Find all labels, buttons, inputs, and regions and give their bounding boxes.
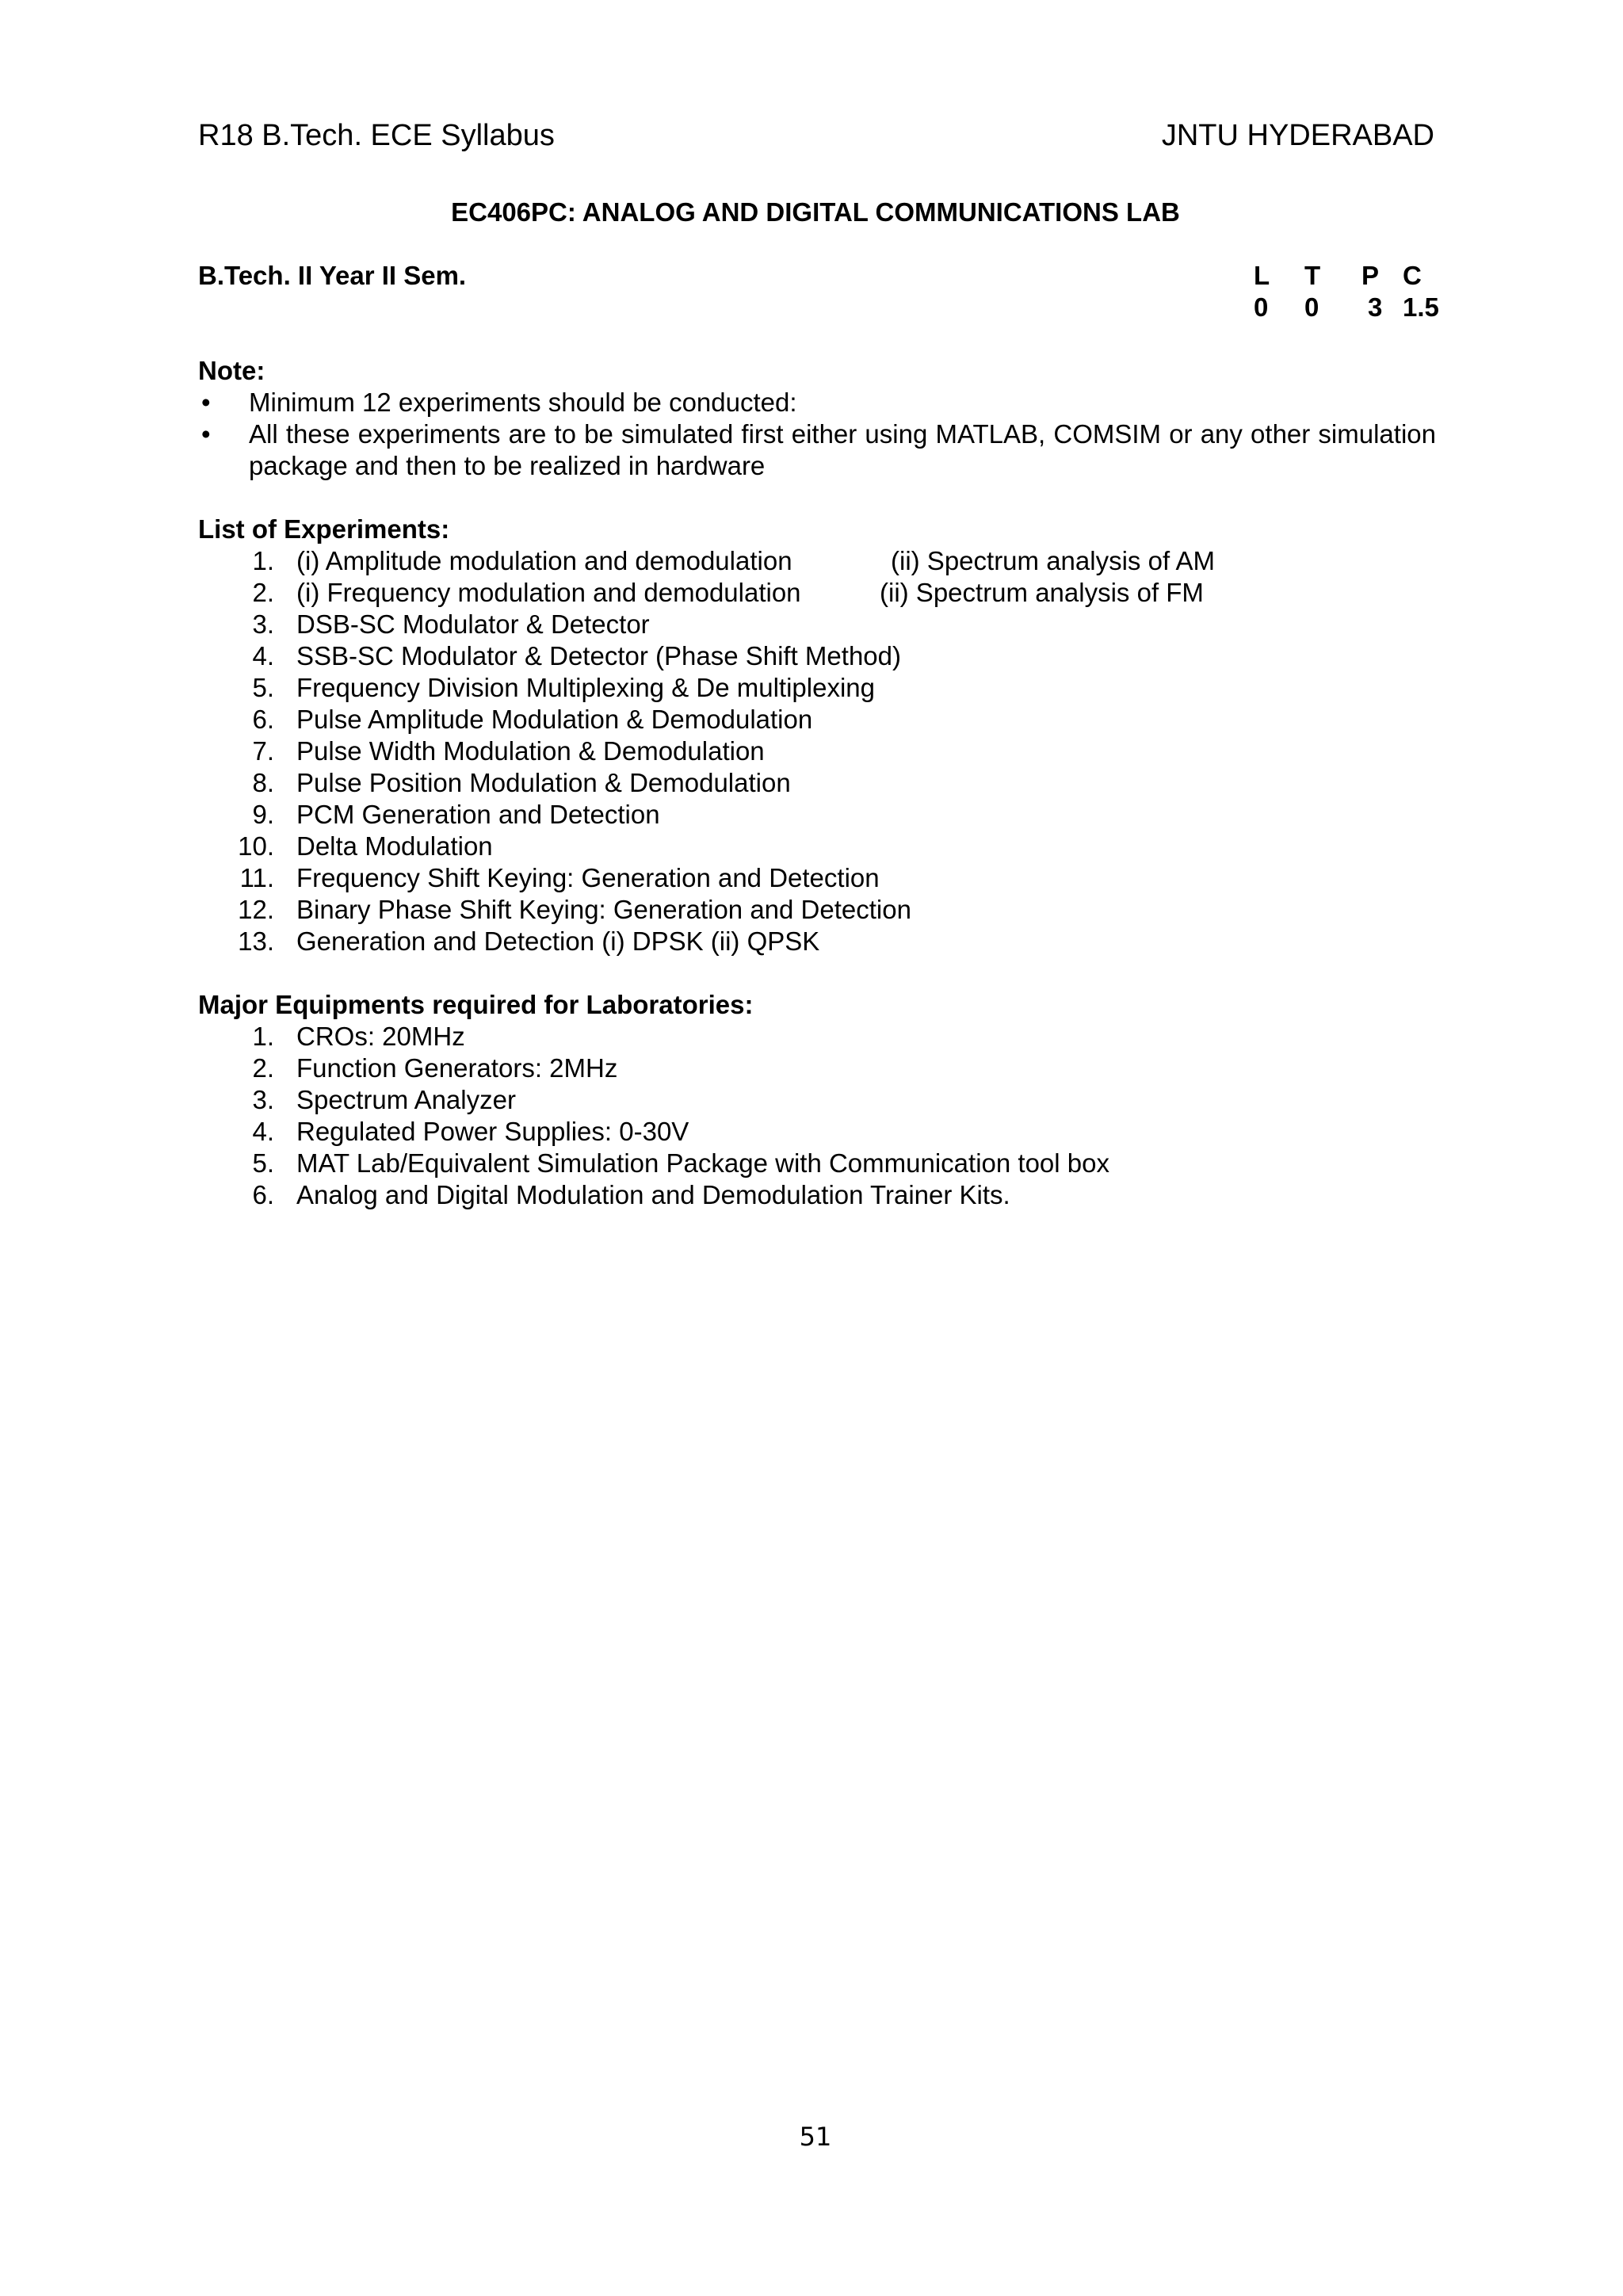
item-number: 8. bbox=[252, 768, 274, 797]
item-text: (i) Frequency modulation and demodulation bbox=[296, 578, 801, 607]
item-number: 2. bbox=[252, 1053, 274, 1083]
note-item-text: Minimum 12 experiments should be conducted: bbox=[249, 388, 797, 417]
item-text: Pulse Amplitude Modulation & Demodulation bbox=[296, 705, 813, 734]
list-item bbox=[198, 1021, 1436, 1052]
item-text-part2: (ii) Spectrum analysis of FM bbox=[880, 578, 1204, 607]
ltpc-value-p: 3 bbox=[1368, 292, 1383, 322]
item-text: Delta Modulation bbox=[296, 831, 493, 861]
list-item bbox=[198, 926, 1436, 957]
equipments-heading: Major Equipments required for Laboratories: bbox=[198, 990, 754, 1019]
ltpc-header-p: P bbox=[1361, 261, 1380, 290]
item-number: 6. bbox=[252, 705, 274, 734]
note-list bbox=[198, 387, 1436, 482]
header-left: R18 B.Tech. ECE Syllabus bbox=[198, 119, 555, 152]
item-text: Spectrum Analyzer bbox=[296, 1085, 516, 1114]
item-text: PCM Generation and Detection bbox=[296, 800, 660, 829]
year-semester: B.Tech. II Year II Sem. bbox=[198, 261, 467, 290]
item-text: CROs: 20MHz bbox=[296, 1022, 465, 1051]
ltpc-header-t: T bbox=[1304, 261, 1321, 290]
list-item bbox=[198, 862, 1436, 894]
item-text: Binary Phase Shift Keying: Generation and Detection bbox=[296, 895, 911, 924]
bullet-icon: • bbox=[201, 388, 211, 417]
experiments-section bbox=[198, 514, 1436, 957]
item-text: Pulse Position Modulation & Demodulation bbox=[296, 768, 791, 797]
note-section bbox=[198, 355, 1436, 482]
item-number: 4. bbox=[252, 1117, 274, 1146]
list-item bbox=[198, 545, 1436, 577]
item-number: 9. bbox=[252, 800, 274, 829]
item-number: 11. bbox=[239, 863, 274, 892]
list-item bbox=[198, 640, 1436, 672]
item-text: Function Generators: 2MHz bbox=[296, 1053, 618, 1083]
item-number: 3. bbox=[252, 609, 274, 639]
item-text: Generation and Detection (i) DPSK (ii) QPSK bbox=[296, 926, 820, 956]
item-text: DSB-SC Modulator & Detector bbox=[296, 609, 650, 639]
list-item bbox=[198, 735, 1436, 767]
item-text: MAT Lab/Equivalent Simulation Package with Communication tool box bbox=[296, 1148, 1109, 1178]
list-item bbox=[198, 672, 1436, 704]
item-text: SSB-SC Modulator & Detector (Phase Shift Method) bbox=[296, 641, 901, 670]
item-number: 2. bbox=[252, 578, 274, 607]
list-item bbox=[198, 799, 1436, 831]
ltpc-table bbox=[1251, 260, 1441, 323]
item-text: Frequency Division Multiplexing & De multiplexing bbox=[296, 673, 875, 702]
header-right: JNTU HYDERABAD bbox=[1161, 119, 1434, 152]
page-number: 51 bbox=[799, 2122, 832, 2152]
note-item bbox=[198, 418, 1436, 482]
equipments-section bbox=[198, 989, 1436, 1211]
list-item bbox=[198, 894, 1436, 926]
item-text: Analog and Digital Modulation and Demodulation Trainer Kits. bbox=[296, 1180, 1010, 1209]
list-item bbox=[198, 704, 1436, 735]
list-item bbox=[198, 1084, 1436, 1116]
item-number: 1. bbox=[252, 1022, 274, 1051]
item-text: (i) Amplitude modulation and demodulation bbox=[296, 546, 792, 575]
bullet-icon: • bbox=[201, 419, 211, 449]
course-title: EC406PC: ANALOG AND DIGITAL COMMUNICATIONS LAB bbox=[451, 197, 1180, 227]
list-item bbox=[198, 1116, 1436, 1148]
item-number: 13. bbox=[238, 926, 274, 956]
list-item bbox=[198, 1179, 1436, 1211]
item-text: Regulated Power Supplies: 0-30V bbox=[296, 1117, 689, 1146]
item-number: 5. bbox=[252, 673, 274, 702]
item-text: Pulse Width Modulation & Demodulation bbox=[296, 736, 765, 766]
ltpc-value-c: 1.5 bbox=[1403, 292, 1439, 322]
experiments-list bbox=[198, 545, 1436, 957]
note-item-text: All these experiments are to be simulated first either using MATLAB, COMSIM or any other simulation package and then to be realized in hardware bbox=[249, 419, 1436, 480]
list-item bbox=[198, 577, 1436, 609]
list-item bbox=[198, 767, 1436, 799]
ltpc-value-t: 0 bbox=[1304, 292, 1319, 322]
item-text-part2: (ii) Spectrum analysis of AM bbox=[891, 546, 1215, 575]
ltpc-header-row bbox=[1251, 260, 1441, 292]
item-number: 1. bbox=[252, 546, 274, 575]
ltpc-header-l: L bbox=[1254, 261, 1270, 290]
ltpc-header-c: C bbox=[1403, 261, 1422, 290]
list-item bbox=[198, 609, 1436, 640]
item-number: 3. bbox=[252, 1085, 274, 1114]
note-heading: Note: bbox=[198, 356, 265, 385]
experiments-heading: List of Experiments: bbox=[198, 514, 450, 544]
list-item bbox=[198, 1052, 1436, 1084]
item-text: Frequency Shift Keying: Generation and Detection bbox=[296, 863, 880, 892]
item-number: 10. bbox=[238, 831, 274, 861]
list-item bbox=[198, 1148, 1436, 1179]
ltpc-value-l: 0 bbox=[1254, 292, 1269, 322]
list-item bbox=[198, 831, 1436, 862]
item-number: 5. bbox=[252, 1148, 274, 1178]
item-number: 7. bbox=[252, 736, 274, 766]
ltpc-value-row bbox=[1251, 292, 1441, 323]
note-item bbox=[198, 387, 1436, 418]
item-number: 6. bbox=[252, 1180, 274, 1209]
equipments-list bbox=[198, 1021, 1436, 1211]
item-number: 4. bbox=[252, 641, 274, 670]
item-number: 12. bbox=[238, 895, 274, 924]
